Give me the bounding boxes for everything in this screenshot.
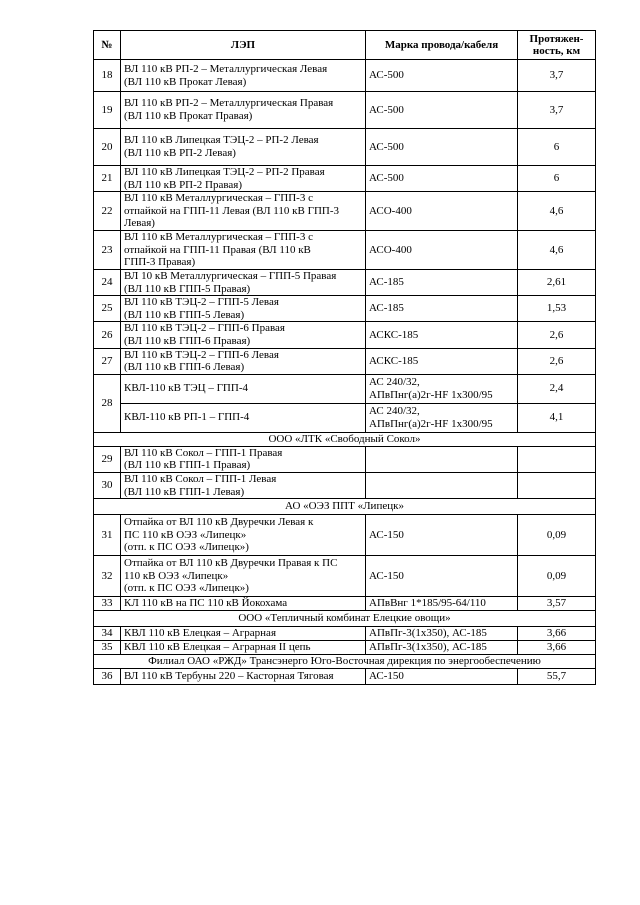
table-row (94, 322, 596, 348)
line-length: 1,53 (518, 296, 596, 322)
table-row (94, 641, 596, 655)
header-num: № (94, 31, 121, 60)
row-number: 32 (94, 556, 121, 597)
wire-mark: АСКС-185 (366, 348, 518, 374)
line-length: 2,4 (518, 374, 596, 403)
table-row (94, 166, 596, 192)
line-length: 6 (518, 166, 596, 192)
section-row (94, 499, 596, 515)
row-number: 27 (94, 348, 121, 374)
table-row (94, 556, 596, 597)
line-length: 55,7 (518, 669, 596, 685)
line-name: ВЛ 110 кВ ТЭЦ-2 – ГПП-6 Левая (ВЛ 110 кВ ГПП-6 Левая) (121, 348, 366, 374)
line-name: ВЛ 10 кВ Металлургическая – ГПП-5 Правая (ВЛ 110 кВ ГПП-5 Правая) (121, 269, 366, 295)
section-row (94, 432, 596, 446)
row-number: 23 (94, 230, 121, 269)
table-row (94, 403, 596, 432)
table-row (94, 60, 596, 92)
section-row (94, 611, 596, 627)
line-length: 3,66 (518, 627, 596, 641)
line-length: 0,09 (518, 515, 596, 556)
line-name: ВЛ 110 кВ Липецкая ТЭЦ-2 – РП-2 Левая (ВЛ 110 кВ РП-2 Левая) (121, 129, 366, 166)
section-row (94, 655, 596, 669)
table-row (94, 627, 596, 641)
wire-mark: АС-185 (366, 296, 518, 322)
table-row (94, 669, 596, 685)
line-name: ВЛ 110 кВ Липецкая ТЭЦ-2 – РП-2 Правая (ВЛ 110 кВ РП-2 Правая) (121, 166, 366, 192)
line-length: 4,6 (518, 192, 596, 231)
wire-mark: АС 240/32, АПвПнг(а)2г-HF 1х300/95 (366, 403, 518, 432)
wire-mark: АС 240/32, АПвПнг(а)2г-HF 1х300/95 (366, 374, 518, 403)
table-row (94, 446, 596, 472)
row-number: 35 (94, 641, 121, 655)
section-title: Филиал ОАО «РЖД» Трансэнерго Юго-Восточная дирекция по энергообеспечению (94, 655, 596, 669)
line-length: 3,7 (518, 60, 596, 92)
line-name: ВЛ 110 кВ Металлургическая – ГПП-3 с отпайкой на ГПП-11 Правая (ВЛ 110 кВ ГПП-3 Правая) (121, 230, 366, 269)
line-name: Отпайка от ВЛ 110 кВ Двуречки Левая к ПС 110 кВ ОЭЗ «Липецк» (отп. к ПС ОЭЗ «Липецк») (121, 515, 366, 556)
line-length (518, 472, 596, 498)
wire-mark: АС-150 (366, 515, 518, 556)
section-title: ООО «ЛТК «Свободный Сокол» (94, 432, 596, 446)
wire-mark: АПвПг-3(1х350), АС-185 (366, 627, 518, 641)
row-number: 26 (94, 322, 121, 348)
row-number: 24 (94, 269, 121, 295)
line-length: 6 (518, 129, 596, 166)
wire-mark: АСО-400 (366, 230, 518, 269)
line-length: 3,7 (518, 92, 596, 129)
line-length: 2,61 (518, 269, 596, 295)
wire-mark (366, 446, 518, 472)
wire-mark: АС-500 (366, 166, 518, 192)
wire-mark: АС-150 (366, 669, 518, 685)
line-length: 4,6 (518, 230, 596, 269)
row-number: 20 (94, 129, 121, 166)
row-number: 18 (94, 60, 121, 92)
row-number: 33 (94, 597, 121, 611)
wire-mark: АПвПг-3(1х350), АС-185 (366, 641, 518, 655)
wire-mark: АПвВнг 1*185/95-64/110 (366, 597, 518, 611)
row-number: 34 (94, 627, 121, 641)
wire-mark: АС-185 (366, 269, 518, 295)
line-length: 2,6 (518, 348, 596, 374)
row-number: 21 (94, 166, 121, 192)
table-row (94, 92, 596, 129)
row-number: 19 (94, 92, 121, 129)
row-number: 22 (94, 192, 121, 231)
header-line: ЛЭП (121, 31, 366, 60)
line-name: Отпайка от ВЛ 110 кВ Двуречки Правая к ПС 110 кВ ОЭЗ «Липецк» (отп. к ПС ОЭЗ «Липецк») (121, 556, 366, 597)
line-name: ВЛ 110 кВ ТЭЦ-2 – ГПП-6 Правая (ВЛ 110 кВ ГПП-6 Правая) (121, 322, 366, 348)
line-name: КЛ 110 кВ на ПС 110 кВ Йокохама (121, 597, 366, 611)
wire-mark (366, 472, 518, 498)
row-number: 25 (94, 296, 121, 322)
header-row (94, 31, 596, 60)
section-title: ООО «Тепличный комбинат Елецкие овощи» (94, 611, 596, 627)
power-lines-table (93, 30, 596, 685)
section-title: АО «ОЭЗ ППТ «Липецк» (94, 499, 596, 515)
line-name: ВЛ 110 кВ РП-2 – Металлургическая Правая (ВЛ 110 кВ Прокат Правая) (121, 92, 366, 129)
row-number: 36 (94, 669, 121, 685)
wire-mark: АСО-400 (366, 192, 518, 231)
table-row (94, 230, 596, 269)
table-row (94, 374, 596, 403)
wire-mark: АС-500 (366, 129, 518, 166)
line-name: КВЛ-110 кВ ТЭЦ – ГПП-4 (121, 374, 366, 403)
line-name: ВЛ 110 кВ Тербуны 220 – Касторная Тяговая (121, 669, 366, 685)
table-row (94, 296, 596, 322)
line-length: 3,57 (518, 597, 596, 611)
wire-mark: АС-500 (366, 92, 518, 129)
line-name: ВЛ 110 кВ Сокол – ГПП-1 Правая (ВЛ 110 кВ ГПП-1 Правая) (121, 446, 366, 472)
line-name: ВЛ 110 кВ Сокол – ГПП-1 Левая (ВЛ 110 кВ ГПП-1 Левая) (121, 472, 366, 498)
line-length: 0,09 (518, 556, 596, 597)
line-name: ВЛ 110 кВ Металлургическая – ГПП-3 с отпайкой на ГПП-11 Левая (ВЛ 110 кВ ГПП-3 Левая) (121, 192, 366, 231)
row-number: 30 (94, 472, 121, 498)
row-number: 28 (94, 374, 121, 432)
wire-mark: АС-150 (366, 556, 518, 597)
header-length: Протяжен- ность, км (518, 31, 596, 60)
line-name: КВЛ-110 кВ РП-1 – ГПП-4 (121, 403, 366, 432)
table-row (94, 192, 596, 231)
table-row (94, 515, 596, 556)
table-row (94, 472, 596, 498)
line-name: ВЛ 110 кВ РП-2 – Металлургическая Левая (ВЛ 110 кВ Прокат Левая) (121, 60, 366, 92)
line-name: ВЛ 110 кВ ТЭЦ-2 – ГПП-5 Левая (ВЛ 110 кВ ГПП-5 Левая) (121, 296, 366, 322)
table-row (94, 129, 596, 166)
table-row (94, 348, 596, 374)
line-length: 4,1 (518, 403, 596, 432)
table-row (94, 597, 596, 611)
wire-mark: АСКС-185 (366, 322, 518, 348)
row-number: 31 (94, 515, 121, 556)
row-number: 29 (94, 446, 121, 472)
table-row (94, 269, 596, 295)
header-mark: Марка провода/кабеля (366, 31, 518, 60)
line-length: 2,6 (518, 322, 596, 348)
line-length: 3,66 (518, 641, 596, 655)
wire-mark: АС-500 (366, 60, 518, 92)
line-name: КВЛ 110 кВ Елецкая – Аграрная II цепь (121, 641, 366, 655)
line-name: КВЛ 110 кВ Елецкая – Аграрная (121, 627, 366, 641)
line-length (518, 446, 596, 472)
